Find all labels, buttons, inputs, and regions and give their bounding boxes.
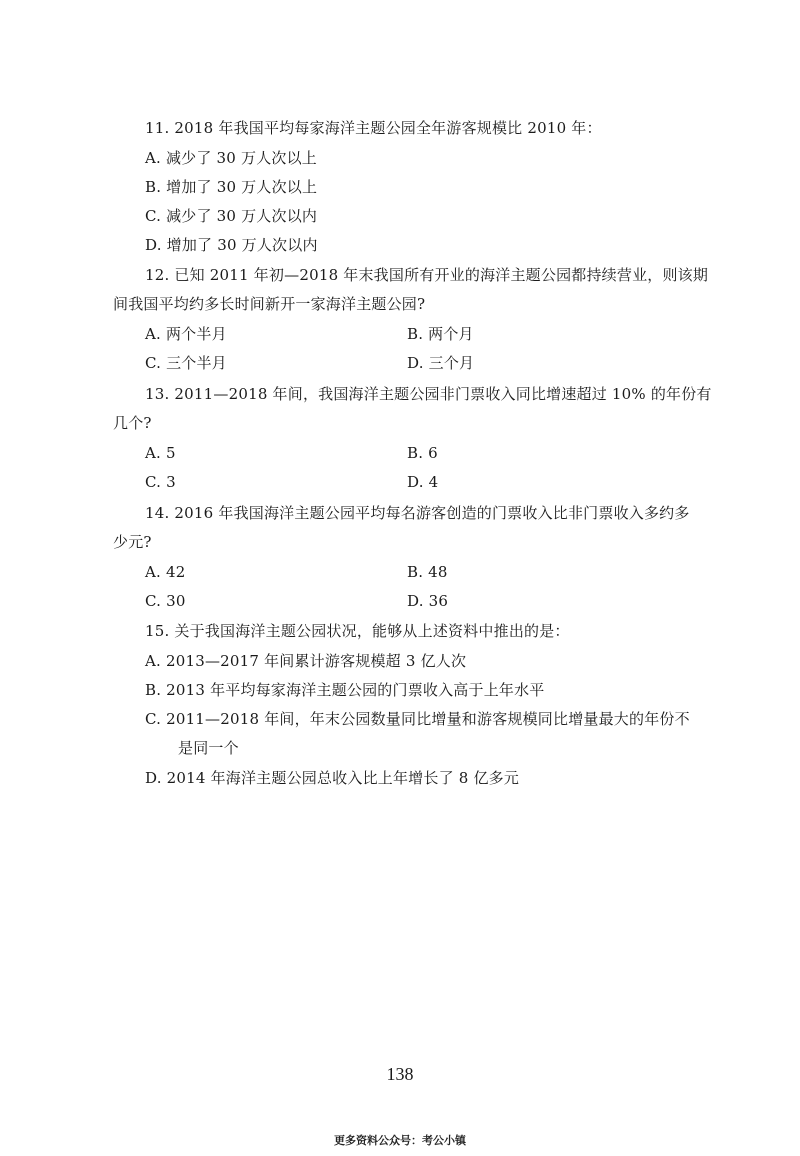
question-15-option-c-continued: 是同一个 bbox=[178, 739, 239, 757]
question-14-option-a: A. 42 bbox=[145, 563, 186, 581]
question-12-option-a: A. 两个半月 bbox=[145, 325, 227, 343]
question-15-option-c: C. 2011—2018 年间，年末公园数量同比增量和游客规模同比增量最大的年份不 bbox=[145, 710, 690, 728]
question-12-stem-line1: 12. 已知 2011 年初—2018 年末我国所有开业的海洋主题公园都持续营业，则该期 bbox=[145, 266, 709, 284]
question-13-option-b: B. 6 bbox=[407, 444, 438, 462]
page-number: 138 bbox=[386, 1064, 414, 1084]
question-14-stem-line1: 14. 2016 年我国海洋主题公园平均每名游客创造的门票收入比非门票收入多约多 bbox=[145, 504, 690, 522]
question-13-stem-line1: 13. 2011—2018 年间，我国海洋主题公园非门票收入同比增速超过 10% 的年份有 bbox=[145, 385, 712, 403]
question-11-option-b: B. 增加了 30 万人次以上 bbox=[145, 178, 318, 196]
question-12-option-d: D. 三个月 bbox=[407, 354, 475, 372]
question-15-stem: 15. 关于我国海洋主题公园状况，能够从上述资料中推出的是： bbox=[145, 622, 570, 640]
footer-note: 更多资料公众号：考公小镇 bbox=[334, 1134, 466, 1147]
question-14-option-c: C. 30 bbox=[145, 592, 186, 610]
question-15-option-a: A. 2013—2017 年间累计游客规模超 3 亿人次 bbox=[145, 652, 467, 670]
question-14-option-d: D. 36 bbox=[407, 592, 449, 610]
question-12-option-b: B. 两个月 bbox=[407, 325, 474, 343]
question-13-option-c: C. 3 bbox=[145, 473, 176, 491]
question-11-option-c: C. 减少了 30 万人次以内 bbox=[145, 207, 318, 225]
question-13-option-d: D. 4 bbox=[407, 473, 439, 491]
question-12-option-c: C. 三个半月 bbox=[145, 354, 227, 372]
question-11-option-d: D. 增加了 30 万人次以内 bbox=[145, 236, 318, 254]
question-15-option-d: D. 2014 年海洋主题公园总收入比上年增长了 8 亿多元 bbox=[145, 769, 520, 787]
question-11-option-a: A. 减少了 30 万人次以上 bbox=[145, 149, 317, 167]
question-13-stem-line2: 几个? bbox=[113, 414, 152, 432]
question-15-option-b: B. 2013 年平均每家海洋主题公园的门票收入高于上年水平 bbox=[145, 681, 545, 699]
question-11-stem: 11. 2018 年我国平均每家海洋主题公园全年游客规模比 2010 年： bbox=[145, 119, 602, 137]
question-12-stem-line2: 间我国平均约多长时间新开一家海洋主题公园? bbox=[113, 295, 426, 313]
question-14-stem-line2: 少元? bbox=[113, 533, 152, 551]
question-14-option-b: B. 48 bbox=[407, 563, 448, 581]
question-13-option-a: A. 5 bbox=[145, 444, 176, 462]
